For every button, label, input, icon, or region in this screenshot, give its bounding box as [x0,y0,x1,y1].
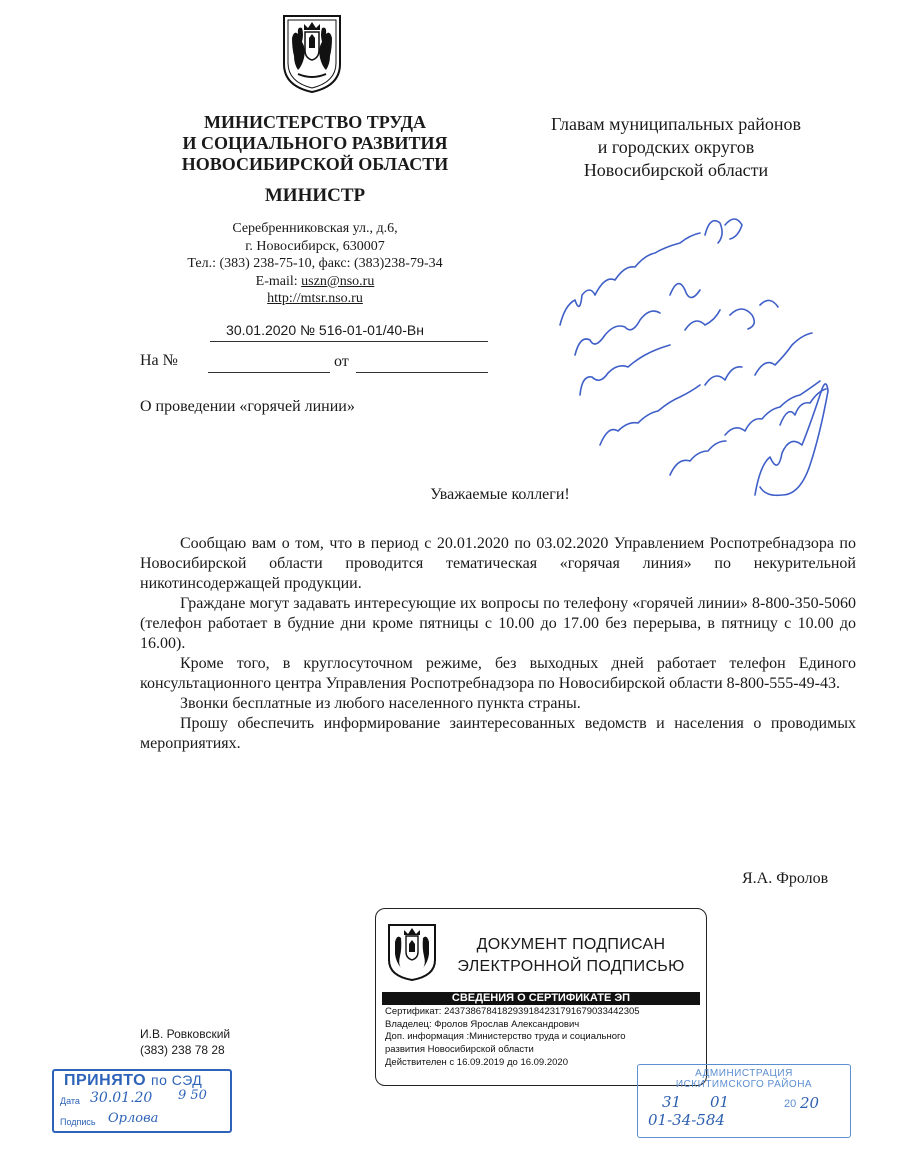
coat-of-arms-icon [280,12,344,94]
reg-month: 01 [710,1093,730,1111]
esig-title-line-2: ЭЛЕКТРОННОЙ ПОДПИСЬЮ [457,958,685,975]
ministry-line-1: МИНИСТЕРСТВО ТРУДА [203,112,427,132]
ministry-line-2: И СОЦИАЛЬНОГО РАЗВИТИЯ [182,133,448,153]
address-city: г. Новосибирск, 630007 [245,238,385,254]
letter-body [140,534,856,754]
addressee-line-2: и городских округов [597,137,755,157]
esig-cert-details [385,1006,703,1070]
body-paragraph-4: Звонки бесплатные из любого населенного пункта страны. [180,695,581,712]
esig-coat-of-arms-icon [386,922,438,982]
reg-org-line-2: ИСКИТИМСКОГО РАЙОНА [675,1079,813,1090]
reg-number: 01-34-584 [648,1111,725,1129]
na-number-label: На № [140,352,178,369]
ministry-name [140,112,490,175]
reg-org-line-1: АДМИНИСТРАЦИЯ [695,1068,793,1079]
body-paragraph-5: Прошу обеспечить информирование заинтересованных ведомств и населения о проводимых мероприятиях. [140,715,856,752]
received-time: 9 50 [178,1088,207,1103]
esig-extra-info-2: развития Новосибирской области [385,1044,534,1056]
reg-number-underline [210,341,488,342]
received-date: 30.01.20 [90,1090,153,1106]
body-paragraph-2: Граждане могут задавать интересующие их вопросы по телефону «горячей линии» 8-800-350-5060 (телефон работает в будние дни кроме пятницы с 10.00 до 17.00 без перерыва, в пятницу с 10.00 до 16.00). [140,595,856,652]
reg-year: 20 [800,1094,820,1112]
email-line [140,273,490,291]
na-number-blank [208,372,330,373]
esig-owner: Владелец: Фролов Ярослав Александрович [385,1018,580,1030]
ministry-address [140,220,490,308]
outgoing-reg-number: 30.01.2020 № 516-01-01/40-Вн [226,322,424,338]
executor-phone: (383) 238 78 28 [140,1043,225,1057]
letter-subject: О проведении «горячей линии» [140,398,355,415]
email-link[interactable]: uszn@nso.ru [301,273,375,289]
handwritten-resolution [520,195,850,525]
website-link[interactable]: http://mtsr.nso.ru [267,291,363,306]
address-street: Серебренниковская ул., д.6, [232,221,398,236]
received-title-main: ПРИНЯТО [64,1072,147,1089]
esig-cert-number: Сертификат: 243738678418293918423179167903344230​5 [385,1006,640,1017]
ot-label: от [334,353,349,370]
addressee-line-1: Главам муниципальных районов [550,114,802,134]
esig-validity: Действителен с 16.09.2019 до 16.09.2020 [385,1056,568,1068]
esig-title [446,934,696,978]
registration-stamp-org [642,1068,846,1090]
esig-title-line-1: ДОКУМЕНТ ПОДПИСАН [476,936,666,953]
reg-day: 31 [662,1093,682,1111]
addressee-line-3: Новосибирской области [583,160,769,180]
body-paragraph-3: Кроме того, в круглосуточном режиме, без выходных дней работает телефон Единого консультационного центра Управления Роспотребнадзора по Новосибирской области 8-800-555-49-43. [140,655,856,692]
signer-name: Я.А. Фролов [742,870,829,887]
received-date-label: Дата [60,1096,80,1106]
esig-extra-info-1: Доп. информация :Министерство труда и социального [385,1031,626,1043]
address-phone: Тел.: (383) 238-75-10, факс: (383)238-79-34 [187,256,443,271]
esig-cert-header: СВЕДЕНИЯ О СЕРТИФИКАТЕ ЭП [382,992,700,1005]
reg-year-prefix: 20 [784,1098,797,1110]
minister-title: МИНИСТР [264,185,366,206]
received-sign: Орлова [108,1111,159,1126]
salutation: Уважаемые коллеги! [430,486,570,503]
body-paragraph-1: Сообщаю вам о том, что в период с 20.01.2020 по 03.02.2020 Управлением Роспотребнадзора по Новосибирской области проводится тематическая «горячая линия» по некурительной никотинсодержащей продукции. [140,535,856,592]
executor-info [140,1026,230,1058]
ot-date-blank [356,372,488,373]
received-sign-label: Подпись [60,1117,96,1127]
received-title-suffix: по СЭД [151,1072,203,1088]
email-label: E-mail: [255,273,302,289]
ministry-line-3: НОВОСИБИРСКОЙ ОБЛАСТИ [181,154,449,174]
executor-name: И.В. Ровковский [140,1027,231,1041]
addressee [520,113,832,182]
